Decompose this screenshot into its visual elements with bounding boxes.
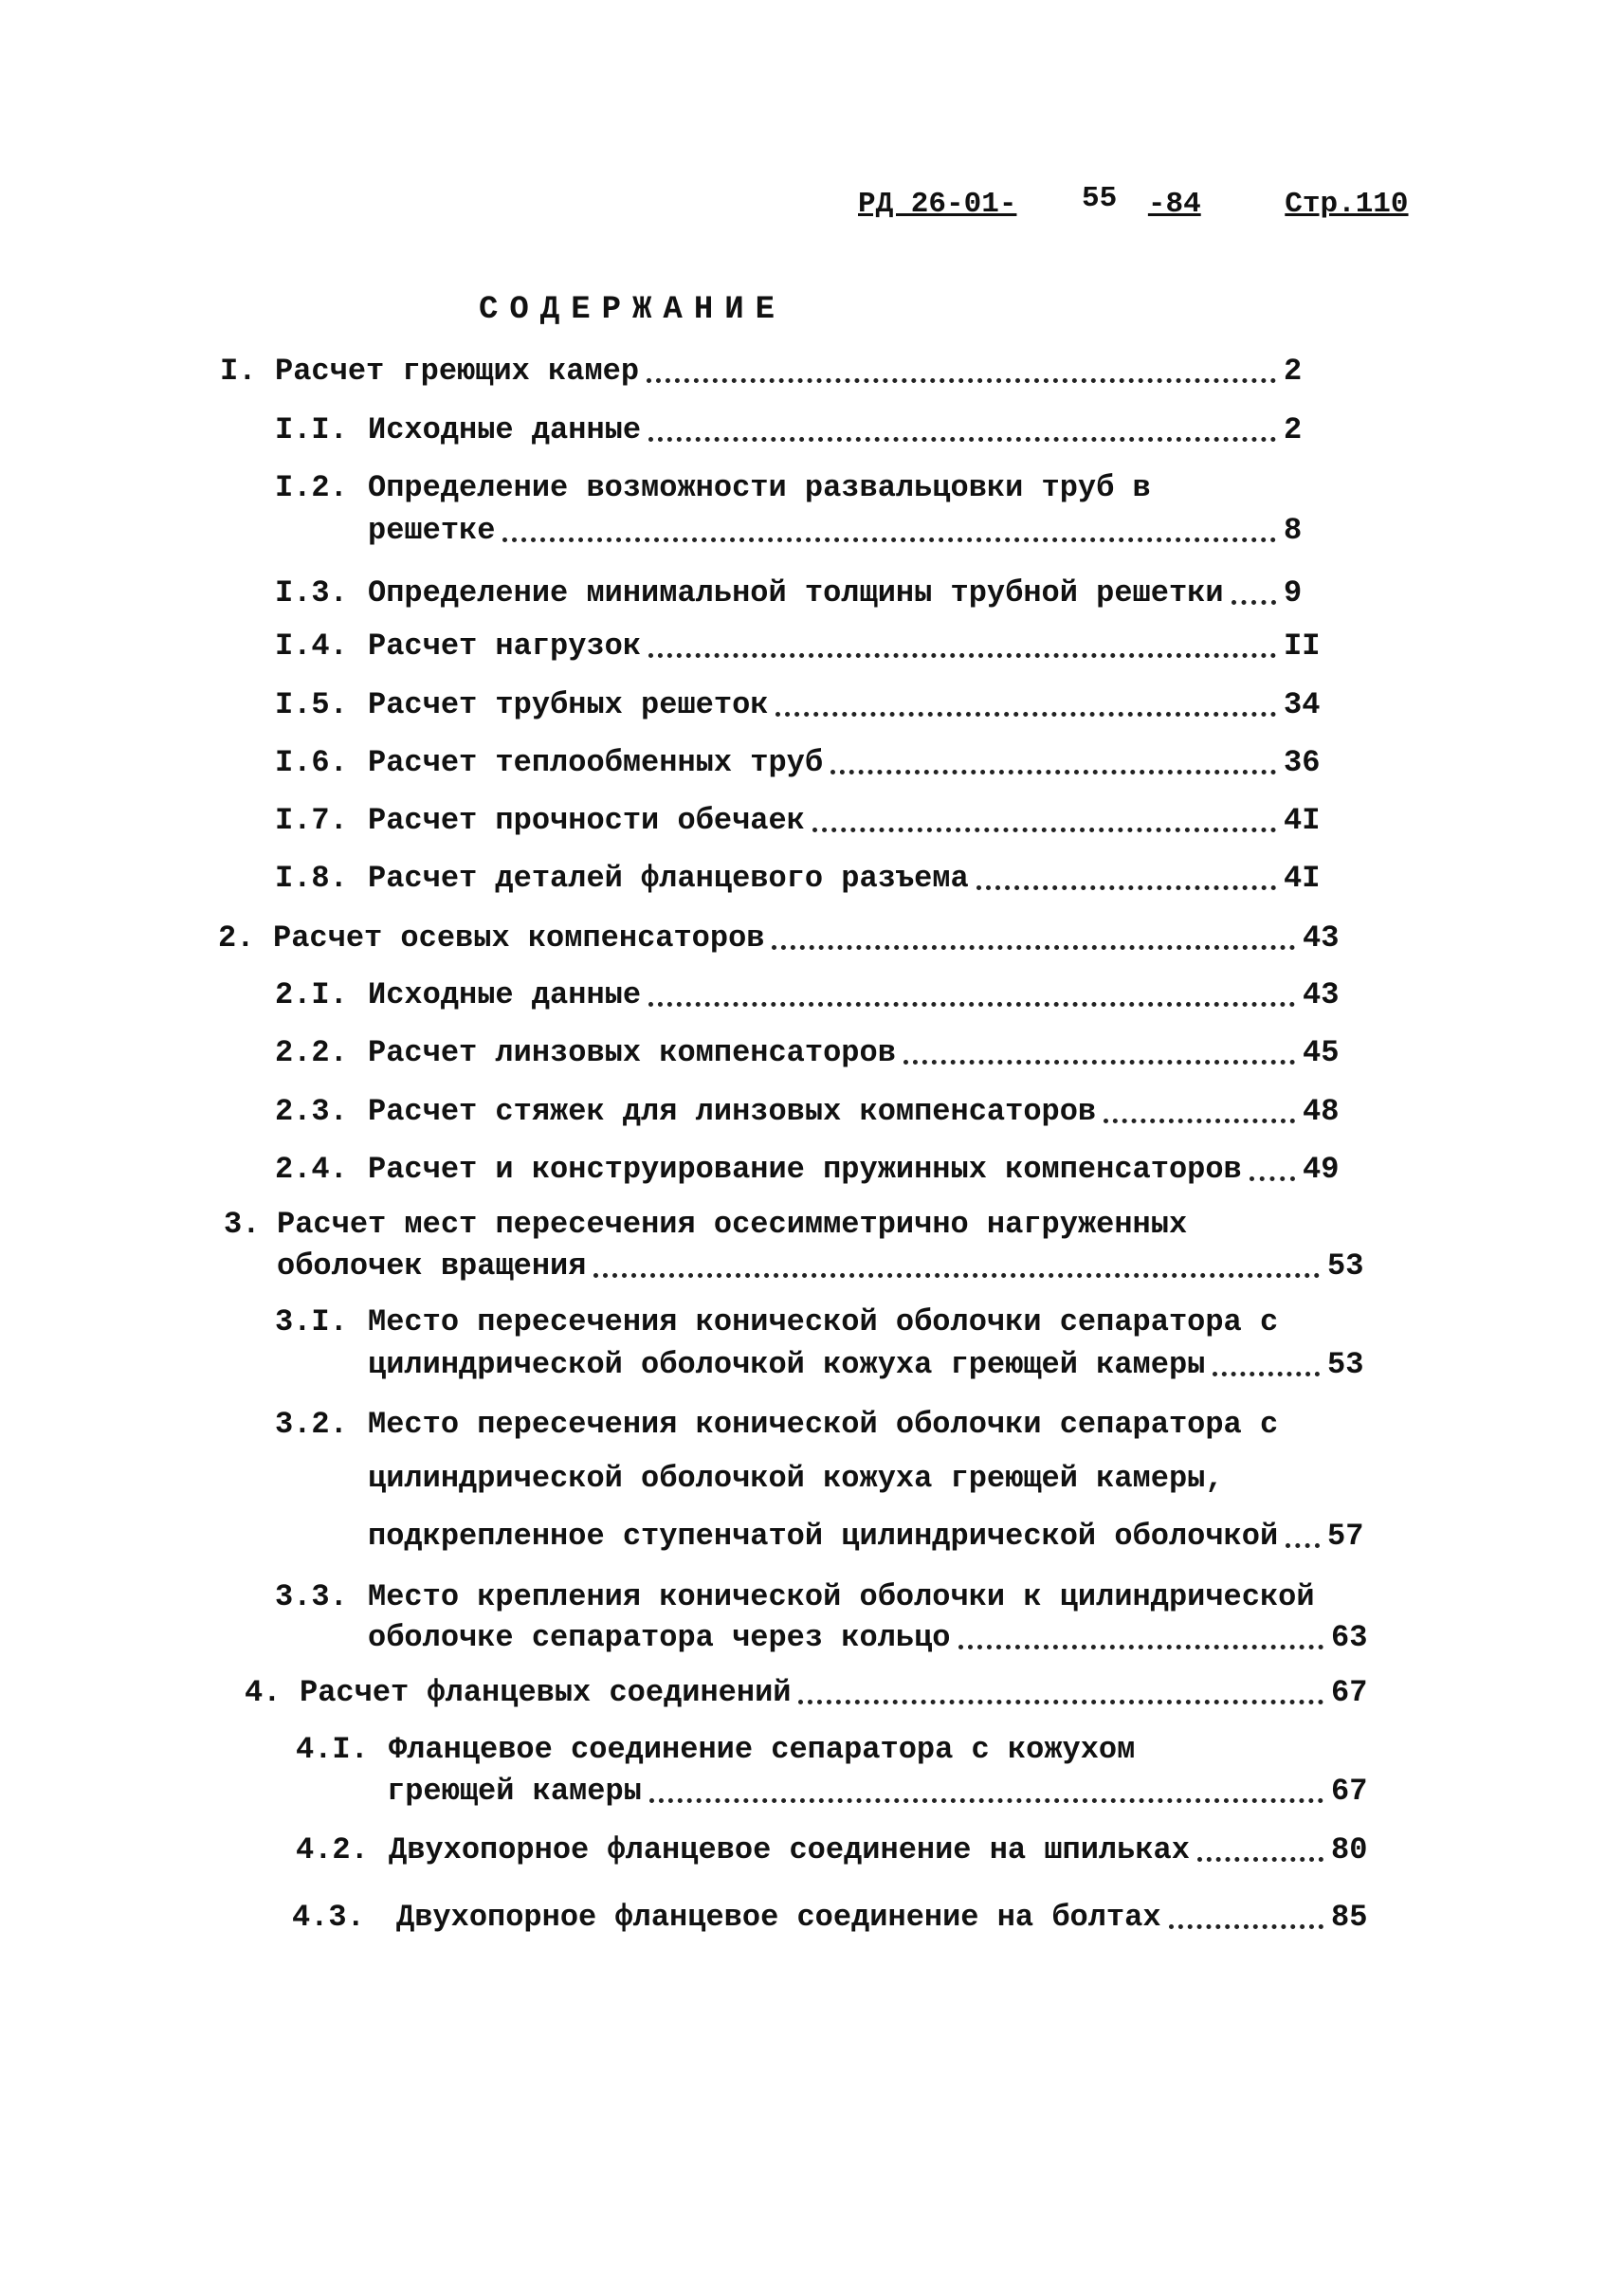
- toc-text: Исходные данные: [368, 412, 642, 447]
- leader-dots: [1197, 1857, 1323, 1862]
- toc-entry-continuation[interactable]: [368, 512, 1318, 550]
- toc-page: 43: [1303, 920, 1340, 956]
- toc-page: 43: [1303, 977, 1340, 1012]
- toc-entry-continuation[interactable]: [368, 1346, 1364, 1384]
- leader-dots: [772, 945, 1295, 950]
- toc-entry[interactable]: [275, 1151, 1340, 1189]
- toc-text: Место пересечения конической оболочки сепаратора с: [368, 1304, 1279, 1339]
- toc-page: 34: [1284, 687, 1321, 722]
- toc-number: 3.I.: [275, 1304, 348, 1339]
- toc-number: I.7.: [275, 803, 348, 838]
- toc-text: Расчет нагрузок: [368, 628, 642, 664]
- leader-dots: [798, 1700, 1323, 1704]
- toc-entry[interactable]: [275, 802, 1321, 840]
- toc-page: 57: [1327, 1519, 1364, 1554]
- toc-number: I.I.: [275, 412, 348, 447]
- toc-page: 45: [1303, 1035, 1340, 1070]
- toc-entry-continuation[interactable]: [277, 1248, 1364, 1285]
- leader-dots: [958, 1645, 1324, 1649]
- toc-page: 2: [1284, 354, 1303, 389]
- toc-entry[interactable]: [275, 976, 1340, 1014]
- toc-entry[interactable]: [275, 628, 1321, 665]
- toc-entry-continuation[interactable]: [387, 1773, 1368, 1811]
- toc-entry[interactable]: [275, 1406, 1361, 1444]
- leader-dots: [830, 770, 1276, 774]
- toc-page: 63: [1331, 1620, 1368, 1655]
- toc-text: Место пересечения конической оболочки сепаратора с: [368, 1407, 1279, 1442]
- toc-text: Расчет теплообменных труб: [368, 745, 824, 780]
- toc-entry[interactable]: [218, 920, 1340, 957]
- toc-page: II: [1284, 628, 1321, 664]
- toc-number: 4.I.: [296, 1732, 369, 1767]
- toc-page: 53: [1327, 1248, 1364, 1284]
- toc-number: 3.3.: [275, 1579, 348, 1614]
- toc-number: I.6.: [275, 745, 348, 780]
- toc-number: 4.: [245, 1675, 282, 1710]
- toc-number: I.2.: [275, 470, 348, 505]
- leader-dots: [648, 653, 1276, 658]
- toc-entry[interactable]: [296, 1731, 1365, 1769]
- leader-dots: [1213, 1372, 1320, 1376]
- toc-page: 48: [1303, 1094, 1340, 1129]
- toc-entry-continuation[interactable]: [368, 1518, 1364, 1556]
- toc-number: 2.I.: [275, 977, 348, 1012]
- leader-dots: [812, 828, 1276, 832]
- toc-text: Расчет осевых компенсаторов: [273, 920, 765, 956]
- leader-dots: [1104, 1119, 1295, 1123]
- toc-entry[interactable]: [275, 574, 1318, 612]
- toc-text: подкрепленное ступенчатой цилиндрической оболочкой: [368, 1519, 1279, 1554]
- toc-page: 85: [1331, 1900, 1368, 1935]
- page-header: [858, 182, 1417, 221]
- contents-title: СОДЕРЖАНИЕ: [479, 292, 787, 328]
- toc-number: 4.2.: [296, 1832, 369, 1867]
- leader-dots: [502, 537, 1276, 542]
- toc-page: 4I: [1284, 861, 1321, 896]
- toc-text: Расчет стяжек для линзовых компенсаторов: [368, 1094, 1097, 1129]
- toc-text: Расчет деталей фланцевого разъема: [368, 861, 969, 896]
- toc-text: решетке: [368, 513, 496, 548]
- toc-entry-continuation[interactable]: [368, 1619, 1368, 1657]
- toc-page: 49: [1303, 1152, 1340, 1187]
- toc-text: Двухопорное фланцевое соединение на болтах: [396, 1900, 1161, 1935]
- toc-entry-continuation: цилиндрической оболочкой кожуха греющей камеры,: [368, 1461, 1224, 1496]
- toc-text: Расчет прочности обечаек: [368, 803, 805, 838]
- leader-dots: [1286, 1543, 1320, 1548]
- doc-number: 55: [1082, 182, 1118, 215]
- leader-dots: [1169, 1924, 1323, 1929]
- leader-dots: [593, 1273, 1320, 1278]
- toc-number: 3.2.: [275, 1407, 348, 1442]
- toc-text: Расчет линзовых компенсаторов: [368, 1035, 896, 1070]
- toc-number: I.5.: [275, 687, 348, 722]
- toc-page: 2: [1284, 412, 1303, 447]
- toc-entry[interactable]: [275, 1303, 1361, 1341]
- toc-text: оболочке сепаратора через кольцо: [368, 1620, 951, 1655]
- toc-number: I.: [220, 354, 257, 389]
- toc-text: цилиндрической оболочкой кожуха греющей камеры: [368, 1347, 1206, 1382]
- toc-number: I.4.: [275, 628, 348, 664]
- toc-entry[interactable]: [275, 1578, 1365, 1616]
- toc-number: I.3.: [275, 575, 348, 610]
- leader-dots: [976, 885, 1276, 890]
- toc-number: 2.2.: [275, 1035, 348, 1070]
- toc-entry[interactable]: [275, 860, 1321, 898]
- toc-text: Определение минимальной толщины трубной решетки: [368, 575, 1224, 610]
- toc-entry[interactable]: [275, 1093, 1340, 1131]
- leader-dots: [903, 1060, 1295, 1065]
- doc-year: -84: [1147, 188, 1201, 221]
- toc-entry[interactable]: [224, 1206, 1361, 1244]
- toc-text: Фланцевое соединение сепаратора с кожухом: [389, 1732, 1136, 1767]
- leader-dots: [1250, 1176, 1295, 1181]
- leader-dots: [648, 1002, 1295, 1007]
- toc-page: 67: [1331, 1675, 1368, 1710]
- toc-entry[interactable]: [275, 744, 1321, 782]
- toc-entry[interactable]: [275, 469, 1318, 507]
- toc-page: 80: [1331, 1832, 1368, 1867]
- toc-page: 67: [1331, 1774, 1368, 1809]
- toc-page: 4I: [1284, 803, 1321, 838]
- toc-text: Расчет фланцевых соединений: [300, 1675, 792, 1710]
- toc-page: 9: [1284, 575, 1303, 610]
- toc-text: Расчет трубных решеток: [368, 687, 769, 722]
- leader-dots: [776, 712, 1276, 717]
- toc-entry[interactable]: [275, 411, 1318, 449]
- toc-text: Определение возможности развальцовки труб в: [368, 470, 1151, 505]
- leader-dots: [649, 1798, 1323, 1803]
- doc-code: РД 26-01-: [858, 188, 1017, 221]
- toc-text: Исходные данные: [368, 977, 642, 1012]
- toc-text: греющей камеры: [387, 1774, 642, 1809]
- toc-text: Место крепления конической оболочки к цилиндрической: [368, 1579, 1315, 1614]
- toc-number: 3.: [224, 1207, 261, 1242]
- toc-text: оболочек вращения: [277, 1248, 587, 1284]
- toc-text: Расчет мест пересечения осесимметрично нагруженных: [277, 1207, 1188, 1242]
- toc-number: 2.3.: [275, 1094, 348, 1129]
- toc-number: 2.: [218, 920, 255, 956]
- toc-number: 2.4.: [275, 1152, 348, 1187]
- toc-entry[interactable]: [296, 1831, 1368, 1869]
- leader-dots: [647, 378, 1276, 383]
- toc-text: Двухопорное фланцевое соединение на шпильках: [389, 1832, 1190, 1867]
- toc-page: 53: [1327, 1347, 1364, 1382]
- toc-number: I.8.: [275, 861, 348, 896]
- toc-entry[interactable]: [275, 686, 1321, 724]
- leader-dots: [1232, 600, 1276, 605]
- toc-text: Расчет и конструирование пружинных компенсаторов: [368, 1152, 1242, 1187]
- toc-entry[interactable]: [220, 353, 1318, 391]
- toc-entry[interactable]: [275, 1034, 1340, 1072]
- toc-entry[interactable]: [292, 1899, 1368, 1937]
- toc-page: 36: [1284, 745, 1321, 780]
- toc-page: 8: [1284, 513, 1303, 548]
- page-label: Стр.110: [1285, 188, 1409, 221]
- toc-text: Расчет греющих камер: [275, 354, 640, 389]
- toc-entry[interactable]: [245, 1674, 1368, 1712]
- leader-dots: [648, 437, 1276, 442]
- toc-number: 4.3.: [292, 1900, 365, 1935]
